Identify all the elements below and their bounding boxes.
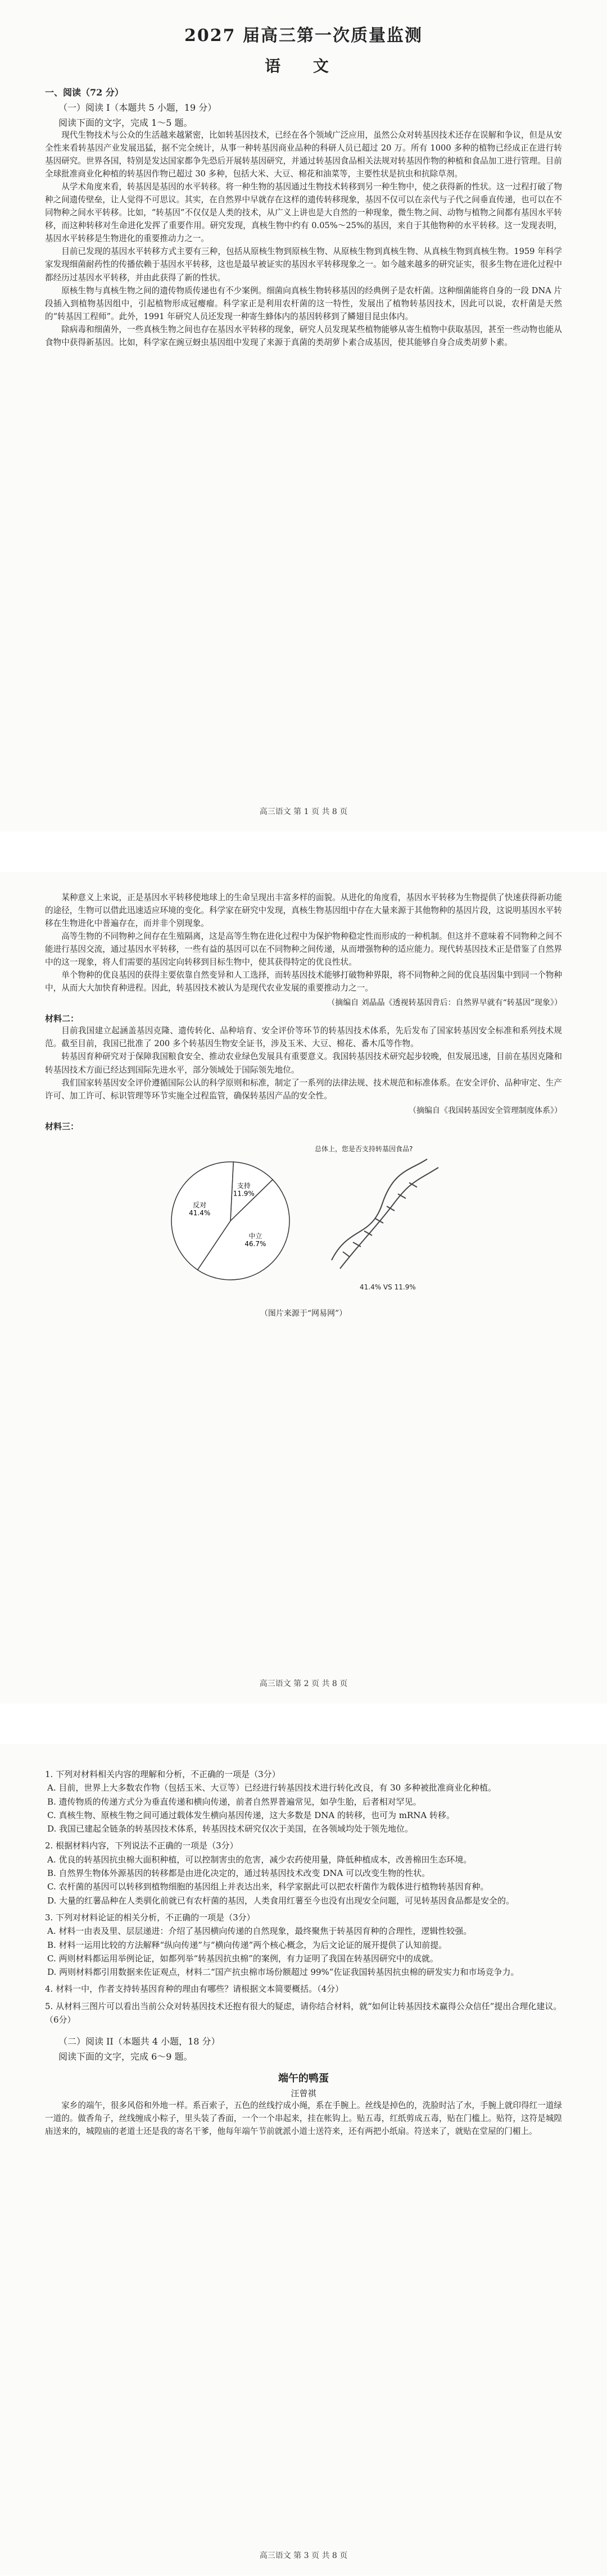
question-option: A. 目前，世界上大多数农作物（包括玉米、大豆等）已经进行转基因技术进行转化改良，有 30 多种被批准商业化种植。 [47, 1783, 496, 1793]
section1-header: 一、阅读（72 分） [45, 87, 124, 98]
m1-paragraph-4: 原核生物与真核生物之间的遗传物质传递也有不少案例。细菌向真核生物转移基因的经典例子是农杆菌。这种细菌能将自身的一段 DNA 片段插入到植物基因组中，引起植物形成冠瘿瘤。科学家正是利用农杆菌的这一特性，发展出了植物转基因技术，因此可以说，农杆菌是天然的“转基因工程师”。此外，1991 年研究人员还发现一种寄生蜂体内的基因转移到了鳞翅目昆虫体内。 [45, 285, 562, 321]
m2-paragraph-1: 目前我国建立起涵盖基因克隆、遗传转化、品种培育、安全评价等环节的转基因技术体系，先后发布了国家转基因安全标准和系列技术规范。截至目前，我国已批准了 200 多个转基因生物安全证书，涉及玉米、大豆、棉花、番木瓜等作物。 [45, 1026, 562, 1049]
material2-label: 材料二： [45, 1014, 79, 1024]
m1-paragraph-3: 目前已发现的基因水平转移方式主要有三种，包括从原核生物到原核生物、从原核生物到真核生物、从真核生物到真核生物。1959 年科学家发现细菌耐药性的传播依赖于基因水平转移，这也是最早被证实的基因水平转移现象之一。如今越来越多的研究证实，很多生物在进化过程中都经历过基因水平转移，并由此获得了新的性状。 [45, 247, 562, 283]
part1-instruction: 阅读下面的文字，完成 1～5 题。 [58, 117, 193, 128]
m2-paragraph-2: 转基因育种研究对于保障我国粮食安全、推动农业绿色发展具有重要意义。我国转基因技术研究起步较晚，但发展迅速，目前在基因克隆和转基因技术方面已经达到国际先进水平，部分领域处于国际领先地位。 [45, 1052, 562, 1075]
question-option: B. 材料一运用比较的方法解释“纵向传递”与“横向传递”两个核心概念，为后文论证的展开提供了认知前提。 [47, 1939, 447, 1950]
page-1 [0, 0, 607, 832]
m1-paragraph-6: 某种意义上来说，正是基因水平转移使地球上的生命呈现出丰富多样的面貌。从进化的角度看，基因水平转移为生物提供了快速获得新功能的途径，生物可以借此迅速适应环境的变化。科学家在研究中发现，真核生物基因组中存在大量来源于其他物种的基因片段，这说明基因水平转移在生物进化中普遍存在，而并非个别现象。 [45, 893, 562, 929]
story-paragraph-1: 家乡的端午，很多风俗和外地一样。系百索子，五色的丝线拧成小绳，系在手腕上。丝线是掉色的，洗脸时沾了水，手腕上就印得红一道绿一道的。做香角子，丝线缠成小粽子，里头装了香面，一个一个串起来，挂在帐钩上。贴五毒，红纸剪成五毒，贴在门槛上。贴符，这符是城隍庙送来的，城隍庙的老道士还是我的寄名干爹，他每年端午节前就派小道士送符来，还有两把小纸扇。符送来了，就贴在堂屋的门楣上。 [45, 2101, 562, 2137]
dna-helix-icon [332, 1159, 438, 1269]
question-option: A. 优良的转基因抗虫棉大面积种植，可以控制害虫的危害，减少农药使用量，降低种植成本，改善棉田生态环境。 [47, 1854, 472, 1865]
question-stem: 2. 根据材料内容，下列说法不正确的一项是（3分） [45, 1841, 238, 1851]
question-stem: 4. 材料一中，作者支持转基因育种的理由有哪些？请根据文本简要概括。（4分） [45, 1984, 344, 1995]
story-author: 汪曾祺 [291, 2088, 316, 2099]
page-gap [0, 832, 607, 872]
question-option: C. 真核生物、原核生物之间可通过载体发生横向基因传递，这大多数是 DNA 的转移，也可为 mRNA 转移。 [47, 1810, 455, 1820]
question-option: D. 两则材料都引用数据来佐证观点，材料二“国产抗虫棉市场份额超过 99%”佐证我国转基因抗虫棉的研发实力和市场竞争力。 [47, 1967, 519, 1978]
question-stem: 1. 下列对材料相关内容的理解和分析，不正确的一项是（3分） [45, 1769, 280, 1779]
page-gap [0, 1703, 607, 1744]
question-option: D. 大量的红薯品种在人类驯化前就已有农杆菌的基因，人类食用红薯至今也没有出现安全问题，可见转基因食品都是安全的。 [47, 1895, 515, 1906]
page-2 [0, 872, 607, 1703]
question-option: C. 两则材料都运用举例论证，如都列举“转基因抗虫棉”的案例，有力证明了我国在转基因研究中的成就。 [47, 1953, 438, 1964]
pie-label-1: 中立 46.7% [244, 1232, 266, 1248]
part1-header: （一）阅读 I（本题共 5 小题，19 分） [58, 102, 217, 113]
page-1-content [45, 0, 562, 349]
exam-subject: 语 文 [265, 57, 342, 75]
m2-paragraph-3: 我们国家转基因安全评价遵循国际公认的科学原则和标准，制定了一系列的法律法规、技术规范和标准体系。在安全评价、品种审定、生产许可、加工许可、标识管理等环节实施全过程监管，确保转基因产品的安全性。 [45, 1078, 562, 1101]
m1-paragraph-5: 除病毒和细菌外，一些真核生物之间也存在基因水平转移的现象，研究人员发现某些植物能够从寄生植物中获取基因，甚至一些动物也能从食物中获得新基因。比如，科学家在豌豆蚜虫基因组中发现了来源于真菌的类胡萝卜素合成基因，使其能够自身合成类胡萝卜素。 [45, 324, 562, 347]
page-3-footer: 高三语文 第 3 页 共 8 页 [259, 2551, 348, 2560]
part2-instruction: 阅读下面的文字，完成 6～9 题。 [58, 2051, 193, 2062]
material1-source: （摘编自 刘晶晶《透视转基因背后：自然界早就有“转基因”现象》） [327, 998, 562, 1008]
material2-source: （摘编自《我国转基因安全管理制度体系》） [409, 1106, 562, 1115]
pie-chart [146, 1137, 461, 1305]
figure-caption: （图片来源于“网易网”） [260, 1309, 347, 1318]
question-option: D. 我国已建起全链条的转基因技术体系，转基因技术研究仅次于美国，在各领域均处于领先地位。 [47, 1824, 414, 1834]
question-option: B. 遗传物质的传递方式分为垂直传递和横向传递，前者自然界普遍常见，如孕生胎，后者相对罕见。 [47, 1796, 422, 1807]
page-2-content [45, 891, 562, 1319]
material3-label: 材料三： [45, 1121, 79, 1132]
question-stem: 5. 从材料三图片可以看出当前公众对转基因技术还抱有很大的疑虑，请你结合材料，就“如何让转基因技术赢得公众信任”提出合理化建议。（6分） [45, 2001, 562, 2025]
question-option: A. 材料一由表及里、层层递进：介绍了基因横向传递的自然现象，最终聚焦于转基因育种的合理性，逻辑性较强。 [47, 1926, 472, 1937]
question-stem: 3. 下列对材料论证的相关分析，不正确的一项是（3分） [45, 1912, 255, 1923]
survey-figure [146, 1137, 461, 1305]
chart-caption: 41.4% VS 11.9% [360, 1283, 416, 1291]
pie-label-0: 支持 11.9% [233, 1182, 255, 1198]
m1-paragraph-7: 高等生物的不同物种之间存在生殖隔离，这是高等生物在进化过程中为保护物种稳定性而形成的一种机制。但这并不意味着不同物种之间不能进行基因交流，通过基因水平转移，一些有益的基因可以在不同物种之间传递，从而增强物种的适应能力。现代转基因技术正是借鉴了自然界中的这一现象，将人们需要的基因定向转移到目标生物中，使其获得特定的优良性状。 [45, 932, 562, 967]
pie-slices [171, 1162, 289, 1280]
m1-paragraph-8: 单个物种的优良基因的获得主要依靠自然变异和人工选择，而转基因技术能够打破物种界限，将不同物种之间的优良基因集中到同一个物种中，从而大大加快育种进程。因此，转基因技术被认为是现代农业发展的重要推动力之一。 [45, 970, 562, 993]
exam-title: 2027 届高三第一次质量监测 [184, 26, 423, 46]
m1-paragraph-2: 从学术角度来看，转基因是基因的水平转移。将一种生物的基因通过生物技术转移到另一种生物中，使之获得新的性状。这一过程打破了物种之间遗传壁垒，让人觉得不可思议。其实，在自然界中早就存在这样的遗传转移现象，基因不仅可以在亲代与子代之间垂直传递，也可以在不同物种之间水平转移。比如，“转基因”不仅仅是人类的技术，从广义上讲也是大自然的一种现象，微生物之间、动物与植物之间都有基因水平转移，而这种转移对生命进化发挥了重要作用。研究发现，真核生物中约有 0.05%～25%的基因，来自于其他物种的水平转移。这一发现表明，基因水平转移是生物进化的重要推动力之一。 [45, 182, 562, 244]
m1-paragraph-1: 现代生物技术与公众的生活越来越紧密，比如转基因技术，已经在各个领域广泛应用，虽然公众对转基因技术还存在误解和争议，但是从安全性来看转基因产业发展迅猛，据不完全统计，从事一种转基因商业品种的科研人员已超过 20 万。所有 1000 多种的植物已经成正在进行转基因研究。世界各国，特别是发达国家都争先恐后开展转基因研究，并通过转基因食品相关法规对转基因作物的种植和食品加工进行管理。目前全球批准商业化种植的转基因作物已超过 30 多种，包括大米、大豆、棉花和油菜等，主要性状是抗虫和抗除草剂。 [45, 130, 562, 179]
question-option: B. 自然界生物体外源基因的转移都是由进化决定的，通过转基因技术改变 DNA 可以改变生物的性状。 [47, 1868, 431, 1879]
page-1-footer: 高三语文 第 1 页 共 8 页 [259, 807, 348, 816]
chart-title: 总体上，您是否支持转基因食品? [315, 1144, 413, 1153]
page-2-footer: 高三语文 第 2 页 共 8 页 [259, 1679, 348, 1688]
question-list [45, 1768, 562, 2027]
question-option: C. 农杆菌的基因可以转移到植物细胞的基因组上并表达出来，科学家据此可以把农杆菌作为载体进行植物转基因育种。 [47, 1882, 489, 1892]
page-3-content [45, 1764, 562, 2138]
story-title: 端午的鸭蛋 [278, 2073, 329, 2085]
part2-header: （二）阅读 II（本题共 4 小题，18 分） [58, 2036, 220, 2047]
page-3 [0, 1744, 607, 2575]
pie-label-2: 反对 41.4% [189, 1201, 211, 1217]
